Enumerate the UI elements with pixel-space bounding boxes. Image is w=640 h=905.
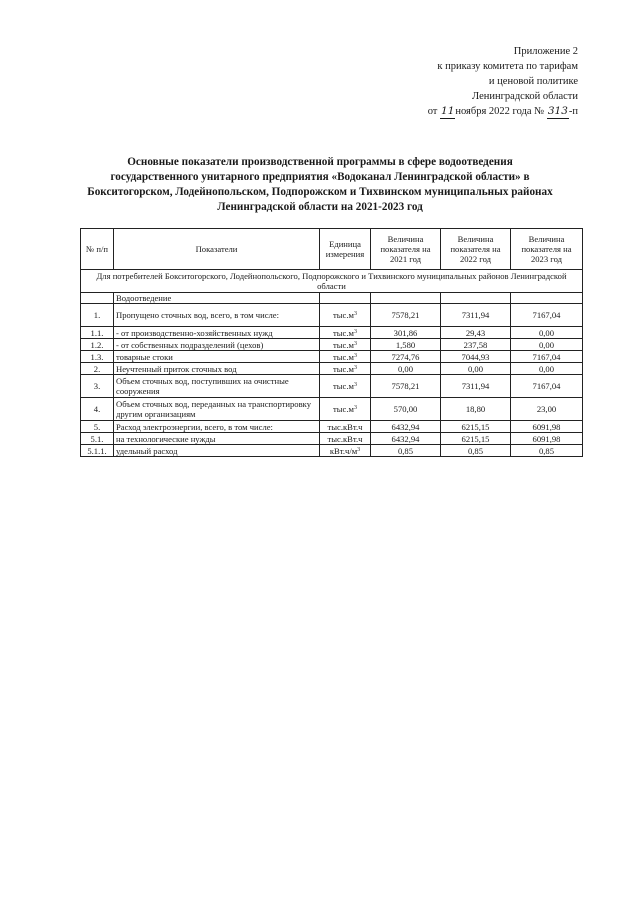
handwritten-day: 11 (441, 105, 455, 117)
table-row (81, 398, 583, 421)
row-number-text: 2. (93, 363, 101, 374)
section-label: Водоотведение (114, 293, 320, 304)
row-value-2023-text: 0,00 (538, 327, 555, 338)
row-value-2022 (441, 339, 511, 351)
row-value-2022-text: 7044,93 (461, 351, 490, 362)
unit-superscript: 3 (353, 340, 357, 347)
row-value-2023 (511, 339, 583, 351)
row-value-2023-text: 23,00 (536, 404, 557, 414)
row-value-2022-text: 29,43 (465, 327, 486, 338)
unit-superscript: 3 (353, 405, 357, 411)
header-2021: Величина показателя на 2021 год (371, 229, 441, 270)
row-number-text: 4. (93, 404, 101, 414)
row-unit (320, 433, 371, 445)
title-line-2: государственного унитарного предприятия «Водоканал Ленинградской области» в (110, 171, 530, 183)
row-indicator-text: товарные стоки (116, 351, 173, 362)
row-value-2023 (511, 445, 583, 457)
row-value-2021-text: 0,00 (397, 363, 414, 374)
row-value-2023-text: 0,00 (538, 363, 555, 374)
table-row (81, 375, 583, 398)
row-indicator (114, 433, 320, 445)
row-value-2021 (371, 398, 441, 421)
row-indicator (114, 398, 320, 421)
row-value-2021 (371, 339, 441, 351)
row-value-2021-text: 7274,76 (391, 351, 420, 362)
row-value-2021-text: 7578,21 (391, 310, 420, 320)
row-unit-text: тыс.м (333, 310, 354, 320)
row-indicator-text: Объем сточных вод, переданных на транспортировку другим организациям (116, 399, 311, 419)
header-num: № п/п (81, 229, 114, 270)
handwritten-order-number: 313 (547, 105, 568, 117)
row-value-2021-text: 570,00 (393, 404, 418, 414)
row-value-2023 (511, 433, 583, 445)
order-suffix: -п (568, 106, 578, 117)
row-value-2023 (511, 327, 583, 339)
row-value-2022 (441, 433, 511, 445)
row-value-2021 (371, 421, 441, 433)
row-value-2023-text: 6091,98 (532, 433, 561, 444)
row-value-2021 (371, 363, 441, 375)
row-value-2023 (511, 304, 583, 327)
row-indicator (114, 351, 320, 363)
row-unit (320, 421, 371, 433)
row-value-2022-text: 7311,94 (461, 310, 490, 320)
row-number-text: 5. (93, 421, 101, 432)
row-indicator-text: - от производственно-хозяйственных нужд (116, 327, 273, 338)
appendix-line-2: к приказу комитета по тарифам (437, 61, 578, 72)
row-unit (320, 363, 371, 375)
row-value-2021 (371, 304, 441, 327)
row-unit-text: тыс.кВт.ч (327, 421, 363, 432)
row-number (81, 433, 114, 445)
row-indicator (114, 327, 320, 339)
row-value-2023-text: 0,00 (538, 339, 555, 350)
table-body (81, 270, 583, 457)
date-middle: ноября 2022 года № (455, 106, 545, 117)
row-value-2023-text: 0,85 (538, 445, 555, 456)
section-empty-cell (81, 293, 114, 304)
row-value-2021 (371, 445, 441, 457)
row-number (81, 327, 114, 339)
row-value-2021-text: 6432,94 (391, 433, 420, 444)
title-line-1: Основные показатели производственной программы в сфере водоотведения (127, 156, 513, 168)
row-unit-text: тыс.м (333, 351, 354, 362)
header-2023: Величина показателя на 2023 год (511, 229, 583, 270)
row-value-2023-text: 7167,04 (532, 381, 561, 391)
row-unit (320, 445, 371, 457)
row-unit (320, 398, 371, 421)
row-unit-text: тыс.м (333, 404, 354, 414)
row-indicator-text: Объем сточных вод, поступивших на очистные сооружения (116, 376, 289, 396)
section-empty-cell (441, 293, 511, 304)
row-value-2023-text: 6091,98 (532, 421, 561, 432)
document-title (74, 155, 566, 215)
row-number (81, 339, 114, 351)
row-value-2022 (441, 445, 511, 457)
row-value-2023 (511, 398, 583, 421)
unit-superscript: 3 (353, 364, 357, 371)
row-value-2021-text: 7578,21 (391, 381, 420, 391)
header-indicator: Показатели (114, 229, 320, 270)
row-value-2022-text: 6215,15 (461, 433, 490, 444)
group-row (81, 270, 583, 293)
row-indicator (114, 304, 320, 327)
table-row (81, 304, 583, 327)
row-number-text: 1.3. (90, 351, 104, 362)
row-value-2023 (511, 351, 583, 363)
row-value-2022-text: 7311,94 (461, 381, 490, 391)
unit-superscript: 3 (357, 446, 361, 453)
row-value-2022 (441, 304, 511, 327)
row-value-2022-text: 0,00 (467, 363, 484, 374)
row-value-2022 (441, 375, 511, 398)
title-line-4: Ленинградской области на 2021-2023 год (217, 201, 423, 213)
row-value-2021 (371, 375, 441, 398)
row-indicator-text: Пропущено сточных вод, всего, в том числе: (116, 310, 279, 320)
row-number-text: 1.2. (90, 339, 104, 350)
row-value-2022 (441, 351, 511, 363)
unit-superscript: 3 (353, 311, 357, 317)
row-unit-text: тыс.кВт.ч (327, 433, 363, 444)
order-date-line (372, 104, 578, 119)
row-number (81, 375, 114, 398)
title-line-3: Бокситогорском, Лодейнопольском, Подпорожском и Тихвинском муниципальных районах (87, 186, 553, 198)
row-value-2022 (441, 421, 511, 433)
table-row (81, 339, 583, 351)
row-value-2021 (371, 433, 441, 445)
row-number-text: 3. (93, 381, 101, 391)
row-value-2022 (441, 327, 511, 339)
appendix-line-4: Ленинградской области (472, 91, 578, 102)
row-indicator-text: - от собственных подразделений (цехов) (116, 339, 264, 350)
date-prefix: от (427, 106, 438, 117)
unit-superscript: 3 (353, 328, 357, 335)
appendix-line-1: Приложение 2 (513, 46, 578, 57)
row-indicator (114, 421, 320, 433)
row-number (81, 445, 114, 457)
table-row (81, 327, 583, 339)
unit-superscript: 3 (353, 382, 357, 388)
row-number (81, 421, 114, 433)
row-value-2023 (511, 421, 583, 433)
section-empty-cell (511, 293, 583, 304)
row-value-2022 (441, 398, 511, 421)
header-2022: Величина показателя на 2022 год (441, 229, 511, 270)
unit-superscript: 3 (353, 352, 357, 359)
row-number-text: 1. (93, 310, 101, 320)
row-value-2023 (511, 363, 583, 375)
row-value-2023-text: 7167,04 (532, 351, 561, 362)
row-indicator-text: Неучтенный приток сточных вод (116, 363, 237, 374)
row-unit-text: тыс.м (333, 339, 354, 350)
row-number-text: 5.1.1. (87, 445, 107, 456)
section-row (81, 293, 583, 304)
row-unit (320, 339, 371, 351)
row-unit (320, 375, 371, 398)
row-indicator (114, 339, 320, 351)
table-row (81, 363, 583, 375)
row-unit (320, 304, 371, 327)
row-value-2022-text: 18,80 (465, 404, 486, 414)
section-empty-cell (320, 293, 371, 304)
indicators-table (80, 228, 583, 457)
row-number-text: 1.1. (90, 327, 104, 338)
appendix-line-3: и ценовой политике (488, 76, 578, 87)
table-row (81, 421, 583, 433)
table-header-row (81, 229, 583, 270)
row-unit (320, 351, 371, 363)
row-value-2022-text: 237,58 (463, 339, 488, 350)
row-value-2022-text: 6215,15 (461, 421, 490, 432)
row-value-2022 (441, 363, 511, 375)
row-number-text: 5.1. (90, 433, 104, 444)
row-indicator (114, 375, 320, 398)
row-value-2021-text: 1,580 (395, 339, 416, 350)
row-value-2021 (371, 351, 441, 363)
row-unit-text: тыс.м (333, 327, 354, 338)
row-number (81, 363, 114, 375)
row-unit-text: тыс.м (333, 381, 354, 391)
row-indicator-text: на технологические нужды (116, 433, 216, 444)
row-indicator (114, 445, 320, 457)
table-row (81, 351, 583, 363)
table-row (81, 445, 583, 457)
row-number (81, 398, 114, 421)
row-value-2022-text: 0,85 (467, 445, 484, 456)
row-number (81, 351, 114, 363)
row-value-2021-text: 301,86 (393, 327, 418, 338)
group-label: Для потребителей Бокситогорского, Лодейнопольского, Подпорожского и Тихвинского муниципальных районов Ленинградской области (81, 270, 583, 293)
row-indicator-text: Расход электроэнергии, всего, в том числе: (116, 421, 273, 432)
table-row (81, 433, 583, 445)
appendix-block (372, 44, 578, 119)
row-indicator-text: удельный расход (116, 445, 178, 456)
row-value-2023-text: 7167,04 (532, 310, 561, 320)
row-unit-text: тыс.м (333, 363, 354, 374)
row-unit-text: кВт.ч/м (329, 445, 358, 456)
header-unit: Единица измерения (320, 229, 371, 270)
row-value-2021-text: 0,85 (397, 445, 414, 456)
row-value-2021-text: 6432,94 (391, 421, 420, 432)
row-unit (320, 327, 371, 339)
row-number (81, 304, 114, 327)
section-empty-cell (371, 293, 441, 304)
row-indicator (114, 363, 320, 375)
row-value-2021 (371, 327, 441, 339)
row-value-2023 (511, 375, 583, 398)
